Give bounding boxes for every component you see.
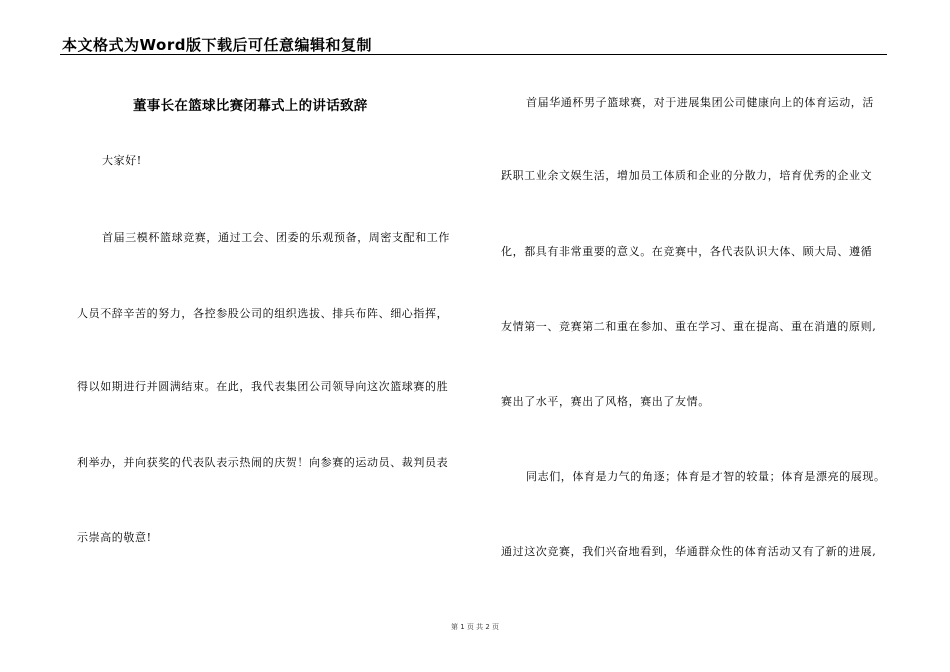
body-line: 人员不辞辛苦的努力，各控参股公司的组织选拔、排兵布阵、细心指挥，: [77, 307, 449, 320]
left-column: [75, 0, 470, 672]
document-title: 董事长在篮球比赛闭幕式上的讲话致辞: [133, 98, 368, 114]
body-line: 同志们，体育是力气的角逐；体育是才智的较量；体育是漂亮的展现。: [526, 470, 886, 483]
body-line: 化，都具有非常重要的意义。在竞赛中，各代表队识大体、顾大局、遵循: [501, 245, 873, 258]
body-line: 得以如期进行并圆满结束。在此，我代表集团公司领导向这次篮球赛的胜: [77, 380, 449, 393]
body-line: 跃职工业余文娱生活，增加员工体质和企业的分散力，培育优秀的企业文: [501, 169, 873, 182]
right-column: [500, 0, 895, 672]
download-banner: 本文格式为Word版下载后可任意编辑和复制: [62, 36, 372, 54]
body-line: 首届三模杯篮球竞赛，通过工会、团委的乐观预备，周密支配和工作: [102, 231, 450, 244]
body-line: 友情第一、竞赛第二和重在参加、重在学习、重在提高、重在消遣的原则,: [501, 320, 877, 333]
body-line: 通过这次竞赛，我们兴奋地看到，华通群众性的体育活动又有了新的进展,: [501, 545, 877, 558]
page-footer: 第 1 页 共 2 页: [450, 623, 500, 631]
body-line: 赛出了水平，赛出了风格，赛出了友情。: [501, 395, 710, 408]
body-line: 示崇高的敬意!: [77, 531, 152, 544]
body-line: 首届华通杯男子篮球赛，对于进展集团公司健康向上的体育运动，活: [526, 96, 874, 109]
greeting-line: 大家好!: [102, 154, 142, 167]
body-line: 利举办，并向获奖的代表队表示热闹的庆贺！向参赛的运动员、裁判员表: [77, 456, 449, 469]
